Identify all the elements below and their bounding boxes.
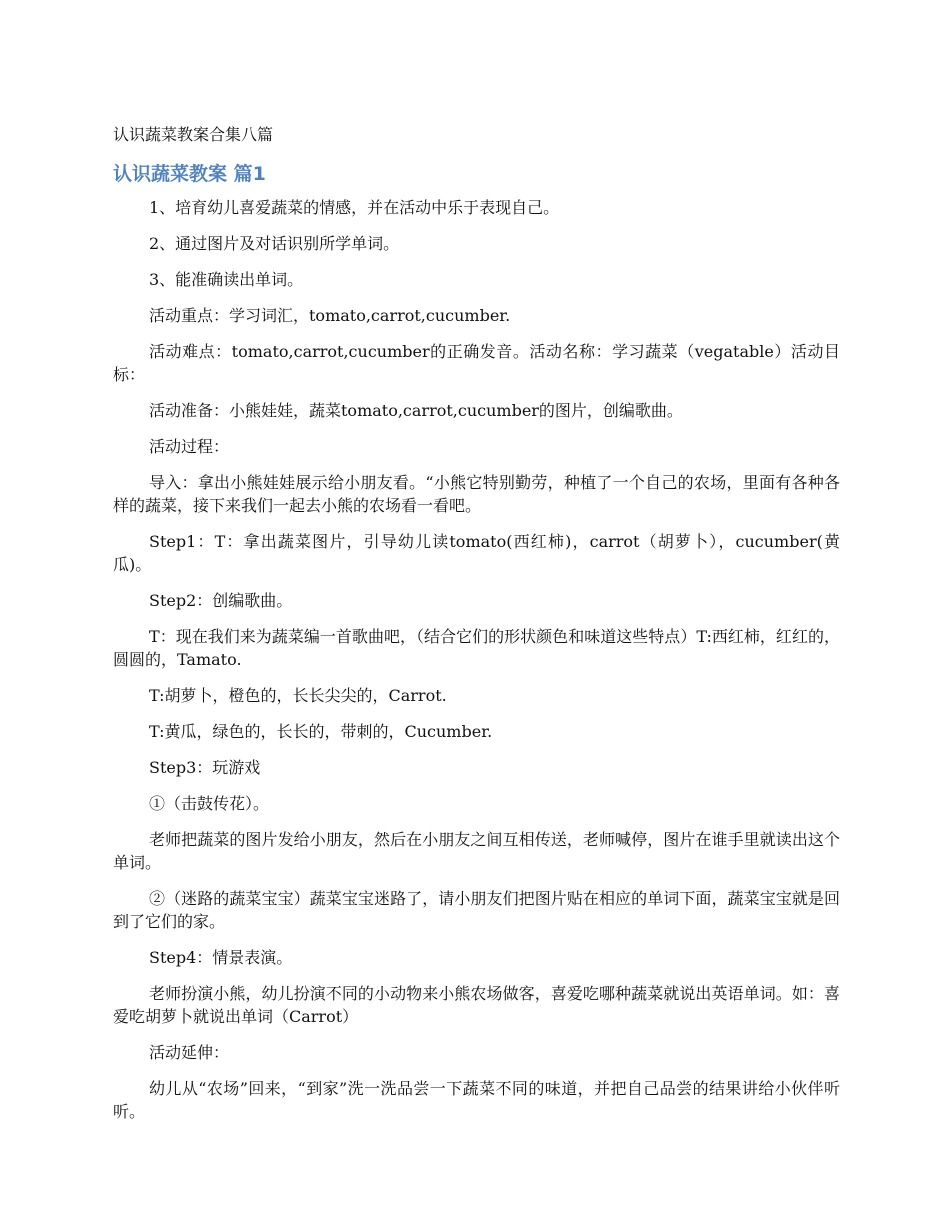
paragraph-goal-3: 3、能准确读出单词。 [149, 270, 304, 289]
section-heading: 认识蔬菜教案 篇1 [113, 163, 266, 185]
paragraph-key-point: 活动重点：学习词汇，tomato,carrot,cucumber. [149, 306, 511, 325]
paragraph-intro: 导入：拿出小熊娃娃展示给小朋友看。“小熊它特别勤劳，种植了一个自己的农场，里面有各种各样的蔬菜，接下来我们一起去小熊的农场看一看吧。 [113, 473, 840, 515]
paragraph-step4: Step4：情景表演。 [149, 948, 293, 967]
paragraph-extension: 幼儿从“农场”回来，“到家”洗一洗品尝一下蔬菜不同的味道，并把自己品尝的结果讲给小伙伴听听。 [113, 1079, 840, 1121]
paragraph-goal-1: 1、培育幼儿喜爱蔬菜的情感，并在活动中乐于表现自己。 [149, 198, 560, 217]
paragraph-goal-2: 2、通过图片及对话识别所学单词。 [149, 234, 400, 253]
document-title: 认识蔬菜教案合集八篇 [113, 125, 274, 144]
paragraph-process-label: 活动过程： [149, 437, 230, 456]
paragraph-step1: Step1：T：拿出蔬菜图片，引导幼儿读tomato(西红柿)，carrot（胡萝卜），cucumber(黄瓜)。 [113, 532, 840, 574]
paragraph-step3: Step3：玩游戏 [149, 758, 261, 777]
paragraph-game-2: ②（迷路的蔬菜宝宝）蔬菜宝宝迷路了，请小朋友们把图片贴在相应的单词下面，蔬菜宝宝就是回到了它们的家。 [113, 889, 840, 931]
paragraph-song-carrot: T:胡萝卜，橙色的，长长尖尖的，Carrot. [149, 686, 447, 705]
paragraph-song-tomato: T：现在我们来为蔬菜编一首歌曲吧，（结合它们的形状颜色和味道这些特点）T:西红柿，红红的，圆圆的，Tamato. [113, 627, 840, 669]
paragraph-difficulty: 活动难点：tomato,carrot,cucumber的正确发音。活动名称：学习蔬菜（vegatable）活动目标： [113, 342, 840, 384]
paragraph-game-1-title: ①（击鼓传花）。 [149, 794, 270, 813]
paragraph-preparation: 活动准备：小熊娃娃，蔬菜tomato,carrot,cucumber的图片，创编歌曲。 [149, 401, 683, 420]
paragraph-song-cucumber: T:黄瓜，绿色的，长长的，带刺的，Cucumber. [149, 722, 493, 741]
paragraph-role-play: 老师扮演小熊，幼儿扮演不同的小动物来小熊农场做客，喜爱吃哪种蔬菜就说出英语单词。如：喜爱吃胡萝卜就说出单词（Carrot） [113, 984, 840, 1026]
paragraph-extension-label: 活动延伸： [149, 1043, 230, 1062]
paragraph-step2: Step2：创编歌曲。 [149, 591, 293, 610]
paragraph-game-1-desc: 老师把蔬菜的图片发给小朋友，然后在小朋友之间互相传送，老师喊停，图片在谁手里就读出这个单词。 [113, 830, 840, 872]
